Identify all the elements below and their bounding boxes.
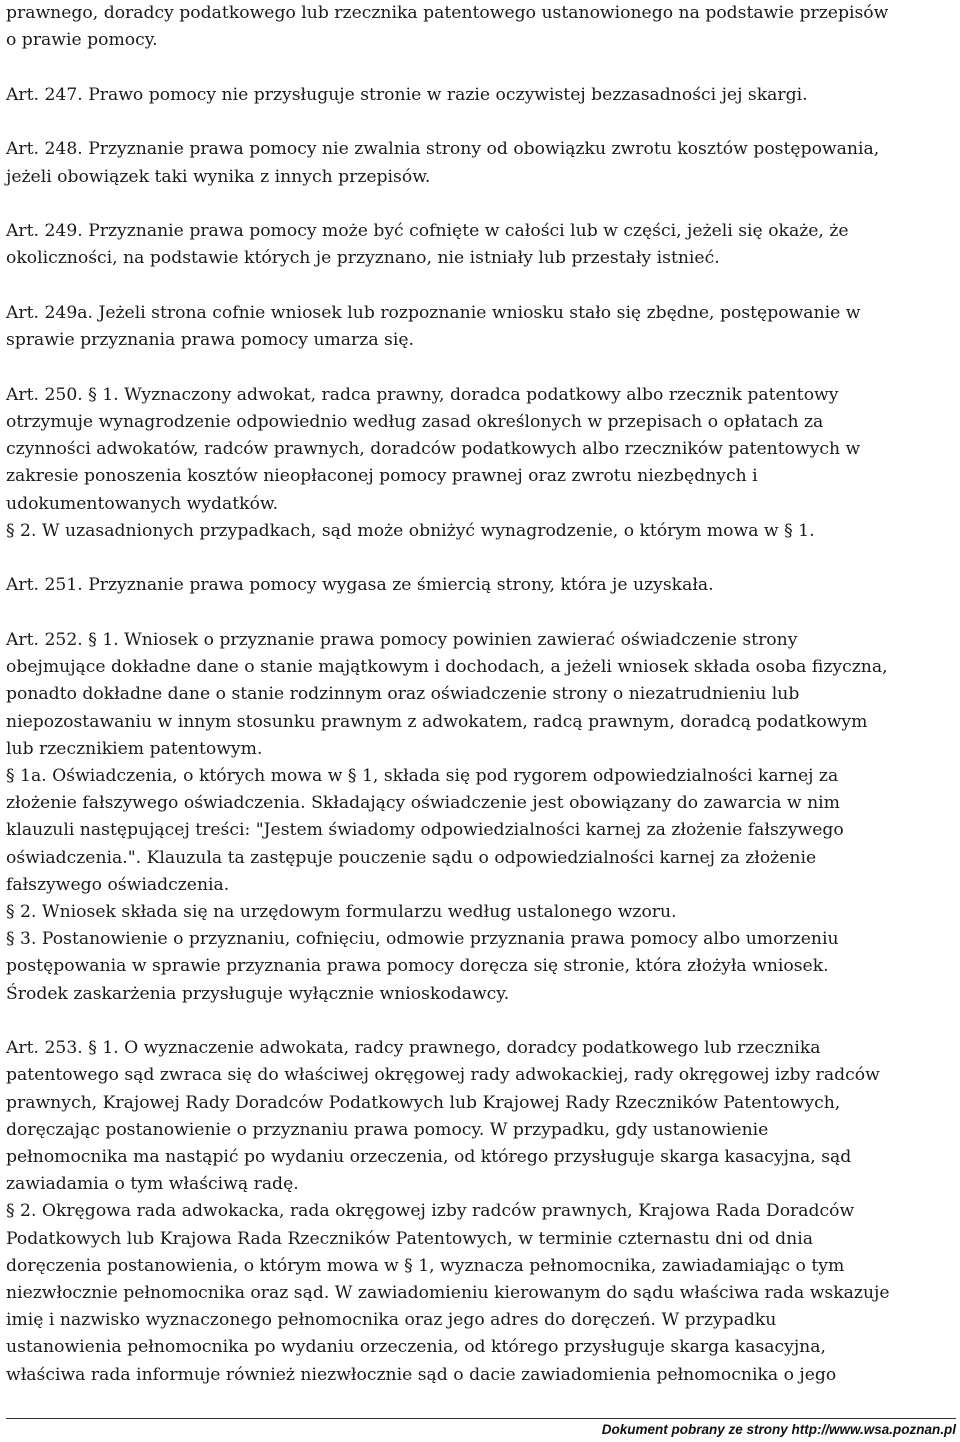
text-line: ustanowienia pełnomocnika po wydaniu orzeczenia, od którego przysługuje skarga kasacyjna, (6, 1337, 826, 1358)
text-line: obejmujące dokładne dane o stanie majątkowym i dochodach, a jeżeli wniosek składa osoba fizyczna, (6, 657, 888, 678)
text-line: o prawie pomocy. (6, 30, 158, 51)
text-line: Podatkowych lub Krajowa Rada Rzeczników Patentowych, w terminie czternastu dni od dnia (6, 1228, 813, 1249)
text-line: sprawie przyznania prawa pomocy umarza się. (6, 330, 414, 351)
text-line: klauzuli następującej treści: "Jestem świadomy odpowiedzialności karnej za złożenie fałszywego (6, 820, 844, 841)
document-body (6, 0, 956, 1389)
footer-divider (6, 1418, 956, 1419)
text-line: Art. 248. Przyznanie prawa pomocy nie zwalnia strony od obowiązku zwrotu kosztów postępowania, (6, 139, 880, 160)
text-line: Art. 250. § 1. Wyznaczony adwokat, radca prawny, doradca podatkowy albo rzecznik patentowy (6, 384, 839, 405)
text-line: doręczając postanowienie o przyznaniu prawa pomocy. W przypadku, gdy ustanowienie (6, 1119, 769, 1140)
footer-source-note: Dokument pobrany ze strony http://www.wsa.poznan.pl (601, 1422, 956, 1437)
text-line: pełnomocnika ma nastąpić po wydaniu orzeczenia, od którego przysługuje skarga kasacyjna, sąd (6, 1147, 852, 1168)
text-line: Art. 252. § 1. Wniosek o przyznanie prawa pomocy powinien zawierać oświadczenie strony (6, 629, 798, 650)
text-line: okoliczności, na podstawie których je przyznano, nie istniały lub przestały istnieć. (6, 248, 720, 269)
text-line: § 2. Okręgowa rada adwokacka, rada okręgowej izby radców prawnych, Krajowa Rada Doradców (6, 1201, 855, 1222)
text-line: postępowania w sprawie przyznania prawa pomocy doręcza się stronie, która złożyła wniosek. (6, 956, 829, 977)
text-line: właściwa rada informuje również niezwłocznie sąd o dacie zawiadomienia pełnomocnika o jego (6, 1364, 837, 1385)
text-line: Art. 249a. Jeżeli strona cofnie wniosek lub rozpoznanie wniosku stało się zbędne, postępowanie w (6, 302, 861, 323)
article-252 (6, 627, 956, 1008)
text-line: udokumentowanych wydatków. (6, 493, 279, 514)
article-250 (6, 382, 956, 545)
text-line: jeżeli obowiązek taki wynika z innych przepisów. (6, 166, 431, 187)
text-line: zawiadamia o tym właściwą radę. (6, 1174, 299, 1195)
text-line: oświadczenia.". Klauzula ta zastępuje pouczenie sądu o odpowiedzialności karnej za złożenie (6, 847, 817, 868)
text-line: Art. 253. § 1. O wyznaczenie adwokata, radcy prawnego, doradcy podatkowego lub rzecznika (6, 1038, 821, 1059)
text-line: złożenie fałszywego oświadczenia. Składający oświadczenie jest obowiązany do zawarcia w nim (6, 793, 840, 814)
text-line: § 2. W uzasadnionych przypadkach, sąd może obniżyć wynagrodzenie, o którym mowa w § 1. (6, 520, 815, 541)
text-line: § 2. Wniosek składa się na urzędowym formularzu według ustalonego wzoru. (6, 902, 677, 923)
text-line: imię i nazwisko wyznaczonego pełnomocnika oraz jego adres do doręczeń. W przypadku (6, 1310, 777, 1331)
text-line: § 3. Postanowienie o przyznaniu, cofnięciu, odmowie przyznania prawa pomocy albo umorzeniu (6, 929, 839, 950)
article-251 (6, 572, 956, 599)
text-line: prawnego, doradcy podatkowego lub rzecznika patentowego ustanowionego na podstawie przepisów (6, 3, 889, 23)
article-253 (6, 1035, 956, 1389)
text-line: otrzymuje wynagrodzenie odpowiednio według zasad określonych w przepisach o opłatach za (6, 411, 824, 432)
text-line: prawnych, Krajowej Rady Doradców Podatkowych lub Krajowej Rady Rzeczników Patentowych, (6, 1092, 841, 1113)
text-line: doręczenia postanowienia, o którym mowa w § 1, wyznacza pełnomocnika, zawiadamiając o tym (6, 1255, 845, 1276)
article-248 (6, 136, 956, 190)
text-line: § 1a. Oświadczenia, o których mowa w § 1, składa się pod rygorem odpowiedzialności karnej za (6, 766, 839, 786)
article-249 (6, 218, 956, 272)
text-line: niepozostawaniu w innym stosunku prawnym z adwokatem, radcą prawnym, doradcą podatkowym (6, 711, 868, 732)
text-line: fałszywego oświadczenia. (6, 874, 230, 895)
text-line: ponadto dokładne dane o stanie rodzinnym oraz oświadczenie strony o niezatrudnieniu lub (6, 684, 800, 705)
text-line: czynności adwokatów, radców prawnych, doradców podatkowych albo rzeczników patentowych w (6, 439, 861, 460)
text-line: zakresie ponoszenia kosztów nieopłaconej pomocy prawnej oraz zwrotu niezbędnych i (6, 466, 758, 487)
text-block-continuation (6, 0, 956, 54)
text-line: Art. 249. Przyznanie prawa pomocy może być cofnięte w całości lub w części, jeżeli się okaże, że (6, 221, 849, 242)
article-247 (6, 82, 956, 109)
text-line: niezwłocznie pełnomocnika oraz sąd. W zawiadomieniu kierowanym do sądu właściwa rada wskazuje (6, 1283, 890, 1304)
text-line: Art. 251. Przyznanie prawa pomocy wygasa ze śmiercią strony, która je uzyskała. (6, 575, 714, 596)
text-line: patentowego sąd zwraca się do właściwej okręgowej rady adwokackiej, rady okręgowej izby radców (6, 1065, 880, 1086)
article-249a (6, 300, 956, 354)
text-line: Art. 247. Prawo pomocy nie przysługuje stronie w razie oczywistej bezzasadności jej skargi. (6, 84, 808, 105)
text-line: lub rzecznikiem patentowym. (6, 738, 263, 759)
text-line: Środek zaskarżenia przysługuje wyłącznie wnioskodawcy. (6, 983, 510, 1004)
